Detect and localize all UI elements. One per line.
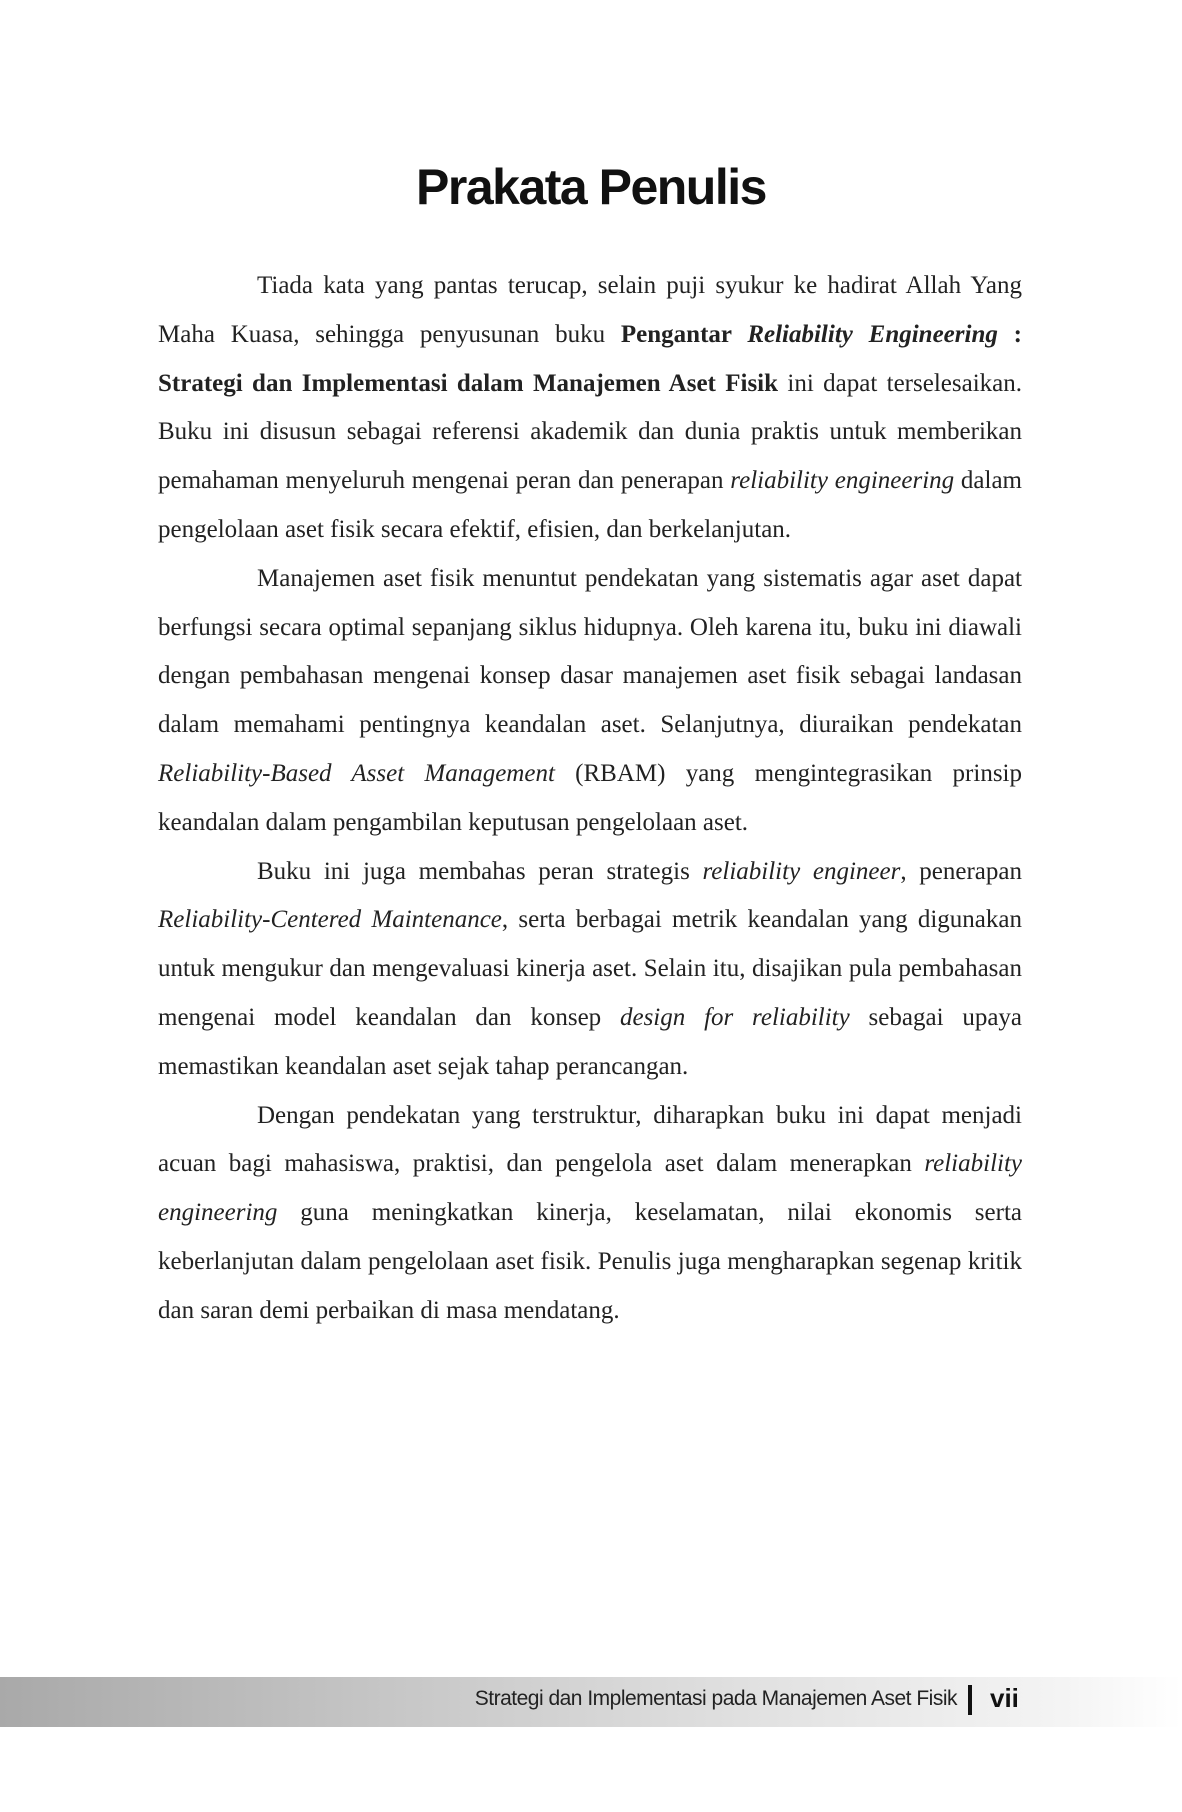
text-run: Buku ini juga membahas peran strategis bbox=[257, 857, 703, 885]
text-run: design for reliability bbox=[619, 1003, 850, 1031]
text-run: Reliability-Based Asset Management bbox=[158, 759, 555, 787]
text-run: (RBAM) yang mengintegrasikan prinsip keandalan dalam pengambilan keputusan pengelolaan aset. bbox=[158, 759, 1022, 836]
text-run: reliability engineering bbox=[730, 467, 955, 495]
paragraph bbox=[158, 555, 1022, 848]
preface-body bbox=[158, 262, 1022, 1336]
text-run: ini dapat terselesaikan. Buku ini disusun sebagai referensi akademik dan dunia praktis untuk memberikan pemahaman menyeluruh mengenai peran dan penerapan bbox=[158, 369, 1022, 495]
text-run: reliability engineering bbox=[158, 1150, 1022, 1227]
text-run: , penerapan bbox=[900, 857, 1022, 885]
text-run: reliability engineer bbox=[702, 857, 901, 885]
page-title: Prakata Penulis bbox=[416, 159, 766, 215]
text-run: Tiada kata yang pantas terucap, selain puji syukur ke hadirat Allah Yang Maha Kuasa, sehingga penyusunan buku bbox=[158, 272, 1022, 348]
text-run: Dengan pendekatan yang terstruktur, diharapkan buku ini dapat menjadi acuan bagi mahasiswa, praktisi, dan pengelola aset dalam menerapkan bbox=[158, 1101, 1022, 1178]
text-run: guna meningkatkan kinerja, keselamatan, nilai ekonomis serta keberlanjutan dalam pengelolaan aset fisik. Penulis juga mengharapkan segenap kritik dan saran demi perbaikan di masa mendatang. bbox=[158, 1199, 1022, 1324]
paragraph bbox=[158, 848, 1022, 1092]
footer-divider bbox=[968, 1685, 972, 1715]
text-run: , serta berbagai metrik keandalan yang digunakan untuk mengukur dan mengevaluasi kinerja aset. Selain itu, disajikan pula pembahasan mengenai model keandalan dan konsep bbox=[158, 906, 1023, 1031]
paragraph bbox=[158, 1092, 1022, 1336]
running-title: Strategi dan Implementasi pada Manajemen Aset Fisik bbox=[474, 1687, 957, 1710]
text-run: : Strategi dan Implementasi dalam Manajemen Aset Fisik bbox=[158, 320, 1022, 397]
text-run: Manajemen aset fisik menuntut pendekatan yang sistematis agar aset dapat berfungsi secara optimal sepanjang siklus hidupnya. Oleh karena itu, buku ini diawali dengan pembahasan mengenai konsep dasar manajemen aset fisik sebagai landasan dalam memahami pentingnya keandalan aset. Selanjutnya, diuraikan pendekatan bbox=[158, 564, 1022, 739]
page-footer bbox=[0, 1677, 1182, 1727]
page-number: vii bbox=[990, 1683, 1019, 1713]
text-run: Reliability-Centered Maintenance bbox=[158, 906, 502, 934]
text-run: sebagai upaya memastikan keandalan aset sejak tahap perancangan. bbox=[158, 1003, 1023, 1080]
paragraph bbox=[158, 262, 1022, 555]
text-run: Pengantar bbox=[620, 320, 748, 348]
text-run: dalam pengelolaan aset fisik secara efektif, efisien, dan berkelanjutan. bbox=[158, 467, 1022, 543]
text-run: Reliability Engineering bbox=[747, 320, 998, 348]
